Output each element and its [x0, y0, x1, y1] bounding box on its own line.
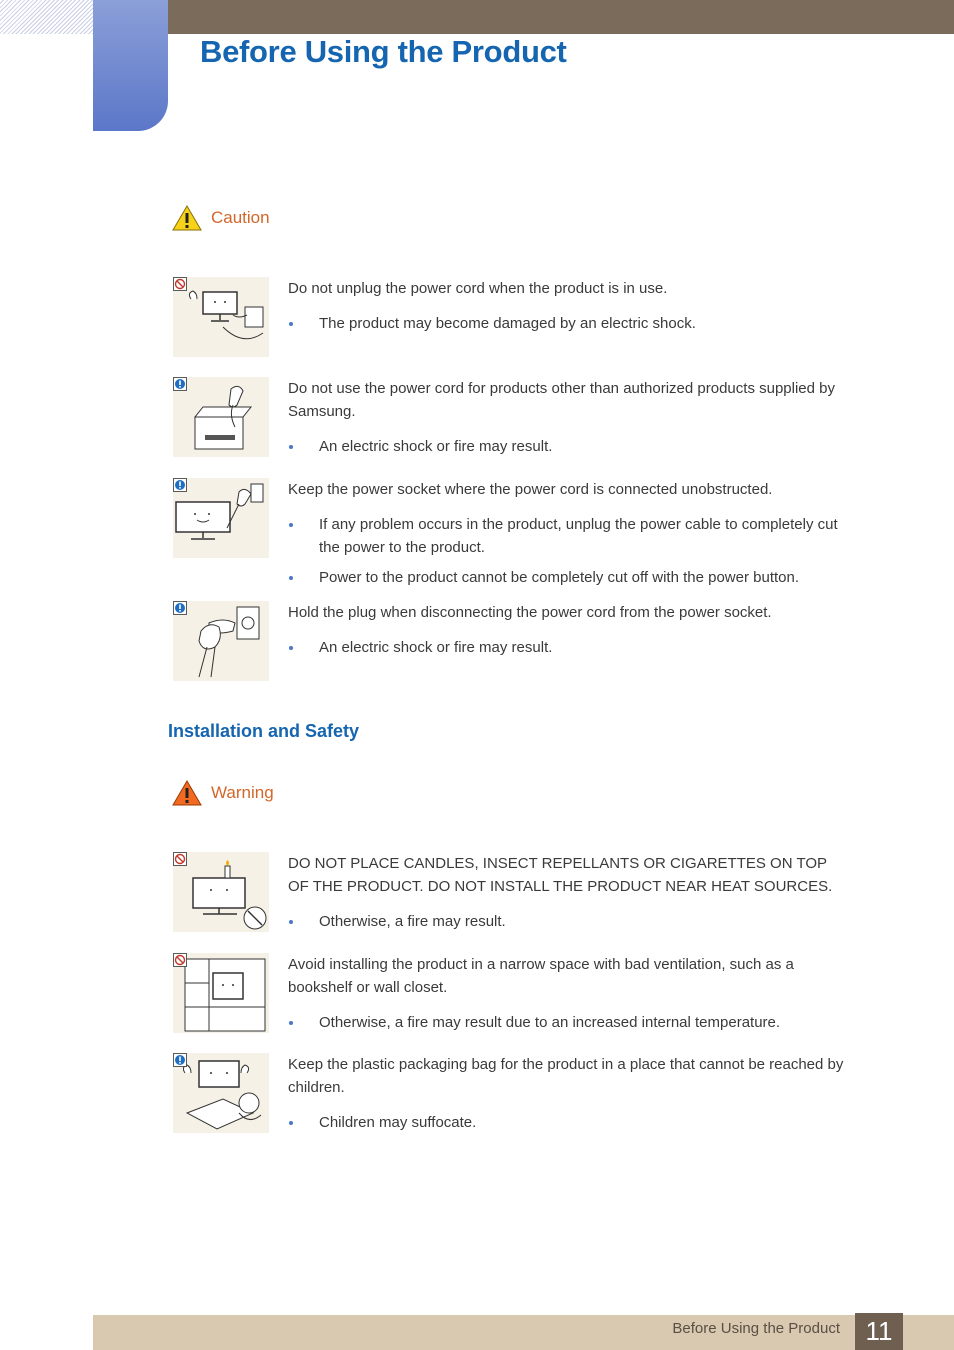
caution-heading	[171, 204, 270, 232]
mandatory-icon	[173, 377, 187, 391]
illustration-unobstructed-socket	[173, 478, 269, 558]
caution-item-text: Keep the power socket where the power cord is connected unobstructed.	[288, 481, 773, 498]
bullet: Otherwise, a fire may result due to an increased internal temperature.	[288, 1011, 848, 1034]
page-number: 11	[855, 1313, 903, 1350]
warning-item-text: Avoid installing the product in a narrow space with bad ventilation, such as a bookshelf or wall closet.	[288, 956, 794, 996]
bullet: An electric shock or fire may result.	[288, 636, 848, 659]
corner-hatch	[0, 0, 93, 34]
bullet: Children may suffocate.	[288, 1111, 848, 1134]
mandatory-icon	[173, 1053, 187, 1067]
page-title: Before Using the Product	[200, 34, 567, 69]
illustration-bad-ventilation	[173, 953, 269, 1033]
prohibited-icon	[173, 852, 187, 866]
illustration-plastic-bag	[173, 1053, 269, 1133]
caution-label: Caution	[211, 208, 270, 227]
illustration-no-candles	[173, 852, 269, 932]
warning-item-text: Keep the plastic packaging bag for the product in a place that cannot be reached by children.	[288, 1056, 844, 1096]
warning-heading	[171, 779, 274, 807]
top-bar	[168, 0, 954, 34]
bullet: The product may become damaged by an electric shock.	[288, 312, 848, 335]
prohibited-icon	[173, 953, 187, 967]
caution-item-text: Do not use the power cord for products other than authorized products supplied by Samsung.	[288, 380, 835, 420]
warning-item-text: DO NOT PLACE CANDLES, INSECT REPELLANTS OR CIGARETTES ON TOP OF THE PRODUCT. DO NOT INSTALL THE PRODUCT NEAR HEAT SOURCES.	[288, 855, 833, 895]
prohibited-icon	[173, 277, 187, 291]
bullet: Power to the product cannot be completely cut off with the power button.	[288, 566, 848, 589]
chapter-tab	[93, 0, 168, 131]
illustration-authorized-cord	[173, 377, 269, 457]
footer-label: Before Using the Product	[672, 1320, 840, 1337]
section-title: Installation and Safety	[168, 721, 360, 741]
bullet: An electric shock or fire may result.	[288, 435, 848, 458]
bullet: Otherwise, a fire may result.	[288, 910, 848, 933]
warning-label: Warning	[211, 783, 274, 802]
warning-triangle-icon	[171, 779, 203, 807]
illustration-hold-plug	[173, 601, 269, 681]
warning-triangle-icon	[171, 204, 203, 232]
mandatory-icon	[173, 478, 187, 492]
mandatory-icon	[173, 601, 187, 615]
bullet: If any problem occurs in the product, unplug the power cable to completely cut the power to the product.	[288, 513, 848, 559]
caution-item-text: Do not unplug the power cord when the product is in use.	[288, 280, 668, 297]
caution-item-text: Hold the plug when disconnecting the power cord from the power socket.	[288, 604, 772, 621]
illustration-unplug-in-use	[173, 277, 269, 357]
